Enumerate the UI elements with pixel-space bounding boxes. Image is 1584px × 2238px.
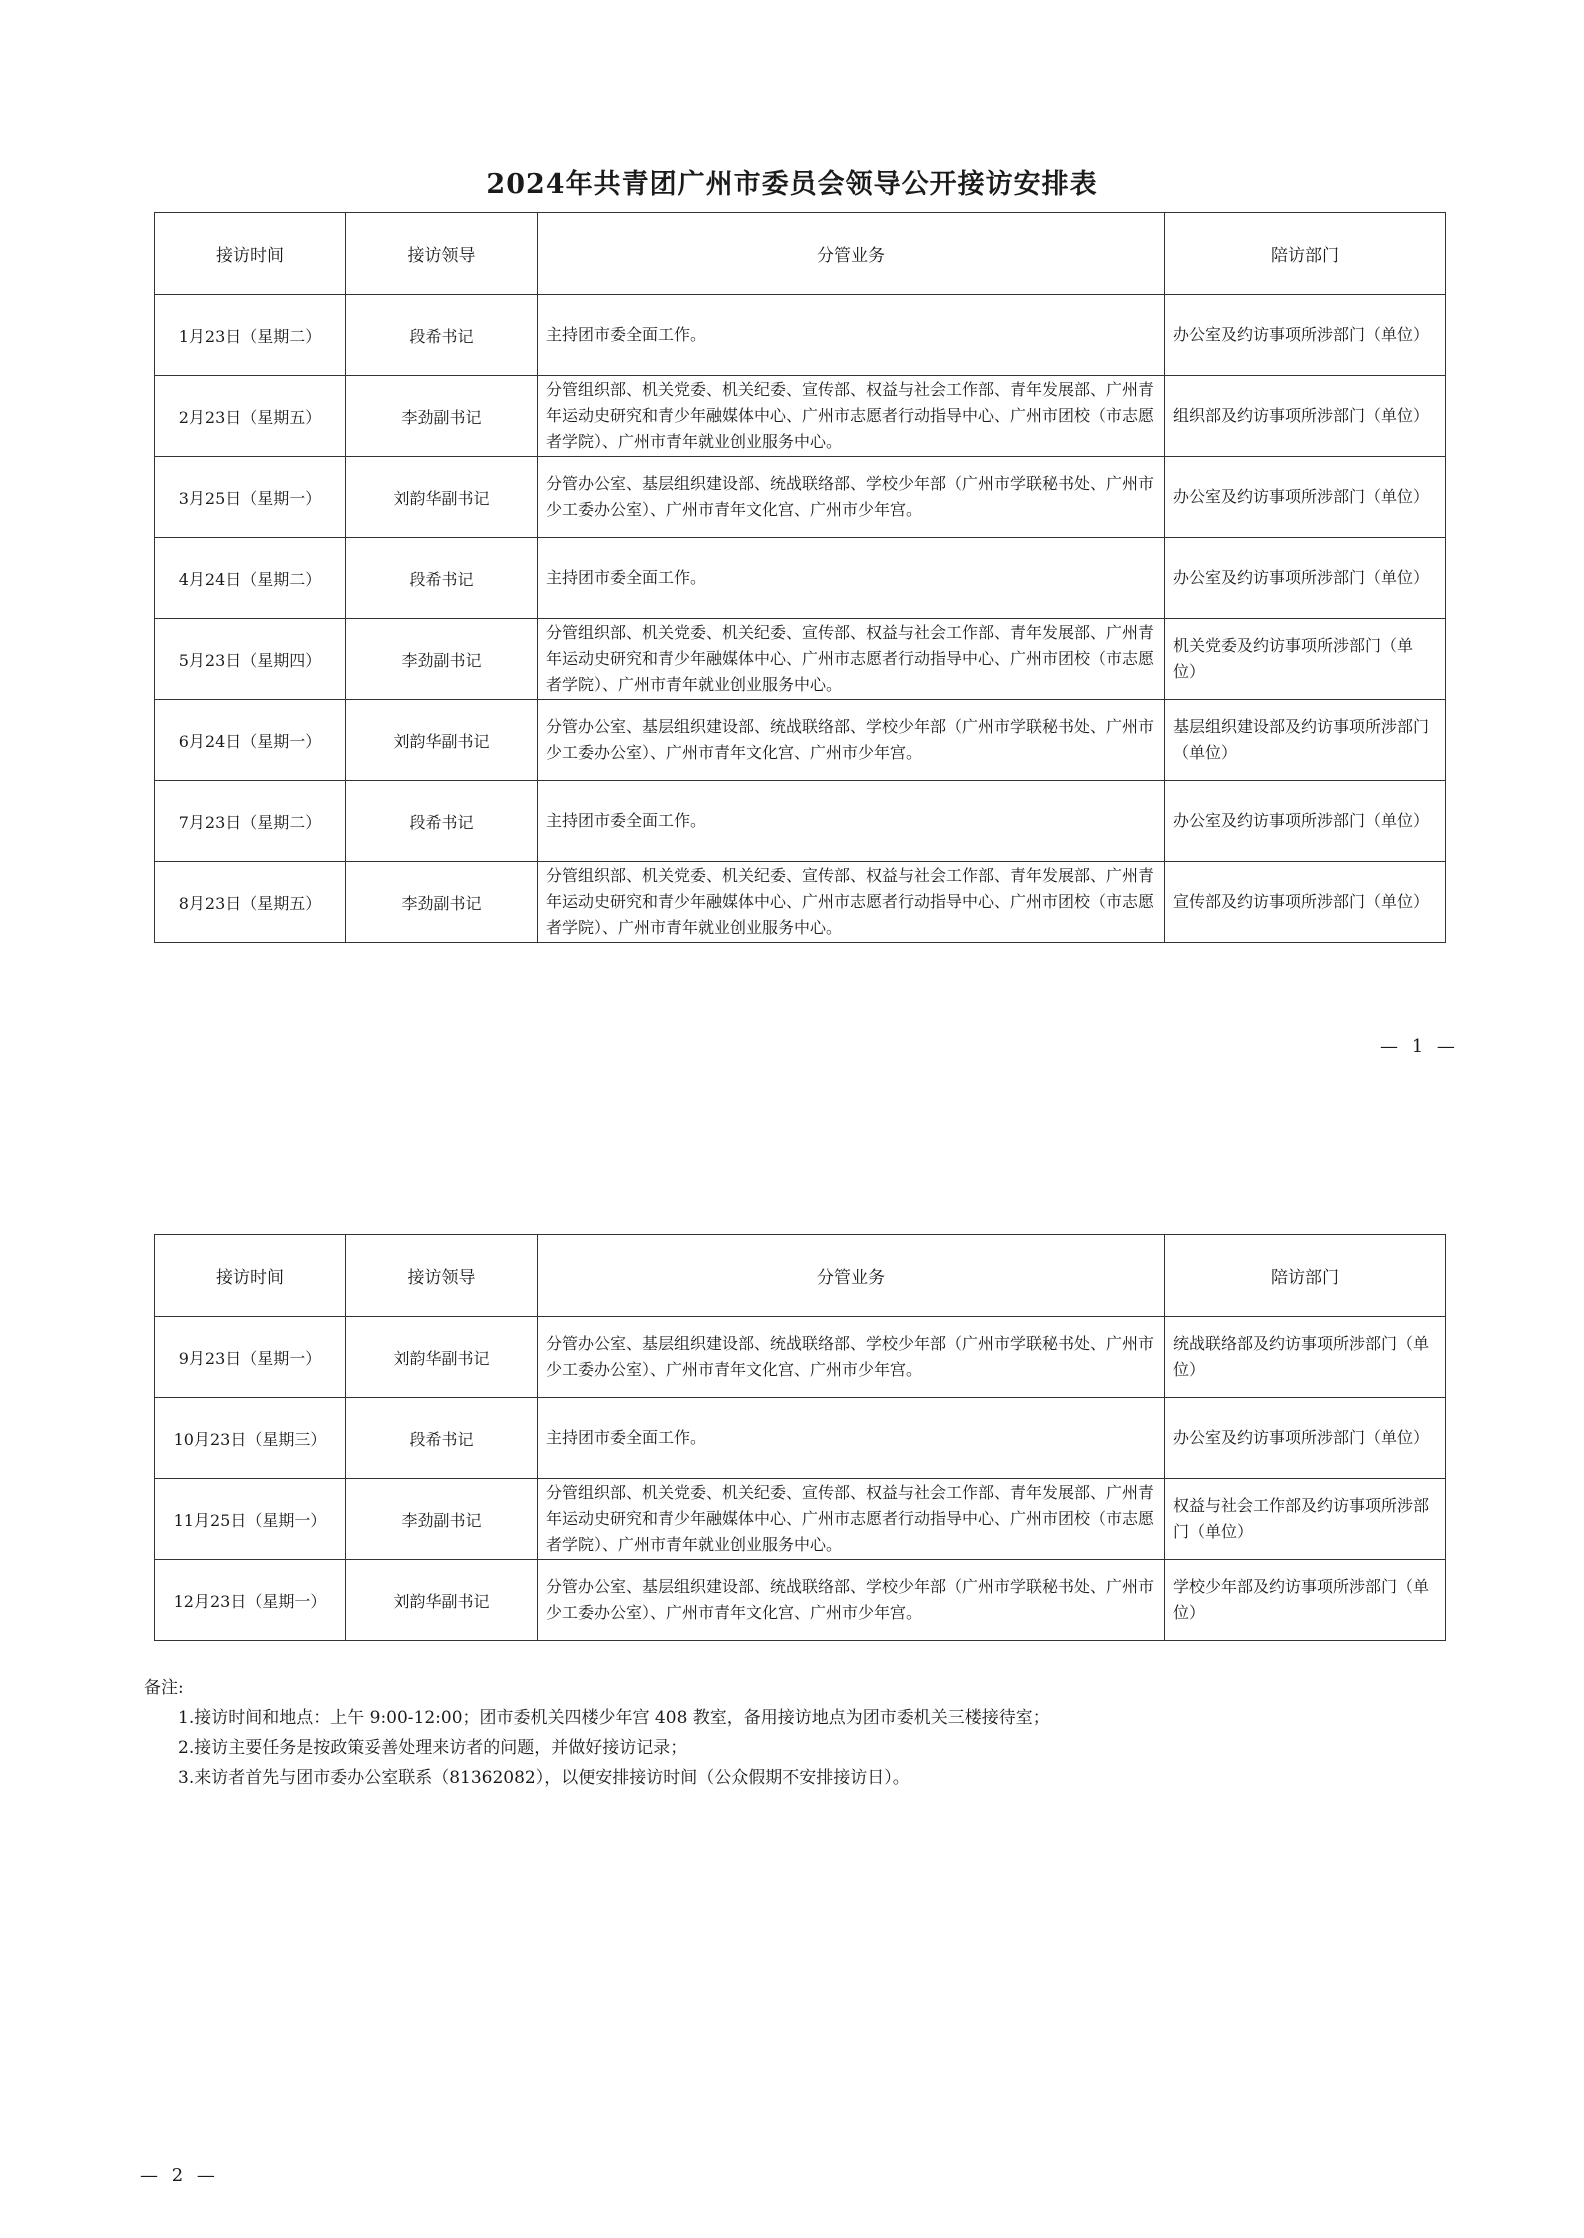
note-item-3: 3.来访者首先与团市委办公室联系（81362082），以便安排接访时间（公众假期不安排接访日）。 [178, 1768, 910, 1788]
cell-time: 3月25日（星期一） [155, 457, 346, 538]
cell-time: 4月24日（星期二） [155, 538, 346, 619]
cell-business: 主持团市委全面工作。 [538, 1398, 1165, 1479]
cell-time: 10月23日（星期三） [155, 1398, 346, 1479]
header-business: 分管业务 [538, 1235, 1165, 1317]
cell-leader: 刘韵华副书记 [346, 1317, 538, 1398]
cell-dept: 办公室及约访事项所涉部门（单位） [1165, 295, 1446, 376]
schedule-table-page-2 [154, 1234, 1446, 1641]
cell-time: 9月23日（星期一） [155, 1317, 346, 1398]
cell-dept: 权益与社会工作部及约访事项所涉部门（单位） [1165, 1479, 1446, 1560]
cell-business: 分管组织部、机关党委、机关纪委、宣传部、权益与社会工作部、青年发展部、广州青年运动史研究和青少年融媒体中心、广州市志愿者行动指导中心、广州市团校（市志愿者学院）、广州市青年就业创业服务中心。 [538, 376, 1165, 457]
page-number-2: — 2 — [140, 2165, 219, 2186]
cell-leader: 段希书记 [346, 295, 538, 376]
cell-business: 分管办公室、基层组织建设部、统战联络部、学校少年部（广州市学联秘书处、广州市少工委办公室）、广州市青年文化宫、广州市少年宫。 [538, 457, 1165, 538]
cell-business: 分管组织部、机关党委、机关纪委、宣传部、权益与社会工作部、青年发展部、广州青年运动史研究和青少年融媒体中心、广州市志愿者行动指导中心、广州市团校（市志愿者学院）、广州市青年就业创业服务中心。 [538, 1479, 1165, 1560]
cell-business: 主持团市委全面工作。 [538, 538, 1165, 619]
cell-business: 主持团市委全面工作。 [538, 295, 1165, 376]
cell-time: 12月23日（星期一） [155, 1560, 346, 1641]
cell-dept: 统战联络部及约访事项所涉部门（单位） [1165, 1317, 1446, 1398]
cell-leader: 李劲副书记 [346, 1479, 538, 1560]
cell-leader: 段希书记 [346, 781, 538, 862]
table-header-row [155, 213, 1446, 295]
cell-leader: 刘韵华副书记 [346, 700, 538, 781]
table-header-row [155, 1235, 1446, 1317]
table-row [155, 538, 1446, 619]
cell-dept: 学校少年部及约访事项所涉部门（单位） [1165, 1560, 1446, 1641]
cell-time: 1月23日（星期二） [155, 295, 346, 376]
header-dept: 陪访部门 [1165, 213, 1446, 295]
cell-leader: 刘韵华副书记 [346, 1560, 538, 1641]
cell-leader: 段希书记 [346, 1398, 538, 1479]
header-leader: 接访领导 [346, 213, 538, 295]
cell-time: 7月23日（星期二） [155, 781, 346, 862]
cell-time: 11月25日（星期一） [155, 1479, 346, 1560]
cell-business: 主持团市委全面工作。 [538, 781, 1165, 862]
cell-dept: 办公室及约访事项所涉部门（单位） [1165, 457, 1446, 538]
cell-business: 分管组织部、机关党委、机关纪委、宣传部、权益与社会工作部、青年发展部、广州青年运动史研究和青少年融媒体中心、广州市志愿者行动指导中心、广州市团校（市志愿者学院）、广州市青年就业创业服务中心。 [538, 619, 1165, 700]
cell-leader: 刘韵华副书记 [346, 457, 538, 538]
page-number-1: — 1 — [1380, 1036, 1459, 1057]
cell-leader: 李劲副书记 [346, 619, 538, 700]
table-row [155, 1479, 1446, 1560]
table-row [155, 862, 1446, 943]
cell-leader: 李劲副书记 [346, 376, 538, 457]
table-row [155, 457, 1446, 538]
table-row [155, 1398, 1446, 1479]
header-leader: 接访领导 [346, 1235, 538, 1317]
cell-time: 8月23日（星期五） [155, 862, 346, 943]
header-time: 接访时间 [155, 1235, 346, 1317]
cell-business: 分管办公室、基层组织建设部、统战联络部、学校少年部（广州市学联秘书处、广州市少工委办公室）、广州市青年文化宫、广州市少年宫。 [538, 1560, 1165, 1641]
header-time: 接访时间 [155, 213, 346, 295]
cell-business: 分管组织部、机关党委、机关纪委、宣传部、权益与社会工作部、青年发展部、广州青年运动史研究和青少年融媒体中心、广州市志愿者行动指导中心、广州市团校（市志愿者学院）、广州市青年就业创业服务中心。 [538, 862, 1165, 943]
cell-dept: 基层组织建设部及约访事项所涉部门（单位） [1165, 700, 1446, 781]
table-row [155, 376, 1446, 457]
cell-dept: 办公室及约访事项所涉部门（单位） [1165, 1398, 1446, 1479]
cell-time: 6月24日（星期一） [155, 700, 346, 781]
table-row [155, 1317, 1446, 1398]
schedule-table-page-1 [154, 212, 1446, 943]
cell-dept: 组织部及约访事项所涉部门（单位） [1165, 376, 1446, 457]
cell-business: 分管办公室、基层组织建设部、统战联络部、学校少年部（广州市学联秘书处、广州市少工委办公室）、广州市青年文化宫、广州市少年宫。 [538, 1317, 1165, 1398]
header-business: 分管业务 [538, 213, 1165, 295]
notes-section [144, 1673, 1050, 1793]
cell-time: 2月23日（星期五） [155, 376, 346, 457]
notes-heading: 备注: [144, 1678, 184, 1698]
note-item-1: 1.接访时间和地点：上午 9:00-12:00；团市委机关四楼少年宫 408 教室，备用接访地点为团市委机关三楼接待室； [178, 1708, 1050, 1728]
header-dept: 陪访部门 [1165, 1235, 1446, 1317]
cell-dept: 宣传部及约访事项所涉部门（单位） [1165, 862, 1446, 943]
cell-leader: 段希书记 [346, 538, 538, 619]
cell-time: 5月23日（星期四） [155, 619, 346, 700]
table-row [155, 781, 1446, 862]
table-row [155, 295, 1446, 376]
cell-leader: 李劲副书记 [346, 862, 538, 943]
note-item-2: 2.接访主要任务是按政策妥善处理来访者的问题，并做好接访记录； [178, 1738, 688, 1758]
table-row [155, 619, 1446, 700]
cell-dept: 办公室及约访事项所涉部门（单位） [1165, 781, 1446, 862]
cell-business: 分管办公室、基层组织建设部、统战联络部、学校少年部（广州市学联秘书处、广州市少工委办公室）、广州市青年文化宫、广州市少年宫。 [538, 700, 1165, 781]
document-title: 2024年共青团广州市委员会领导公开接访安排表 [486, 169, 1098, 200]
table-row [155, 1560, 1446, 1641]
cell-dept: 机关党委及约访事项所涉部门（单位） [1165, 619, 1446, 700]
table-row [155, 700, 1446, 781]
cell-dept: 办公室及约访事项所涉部门（单位） [1165, 538, 1446, 619]
